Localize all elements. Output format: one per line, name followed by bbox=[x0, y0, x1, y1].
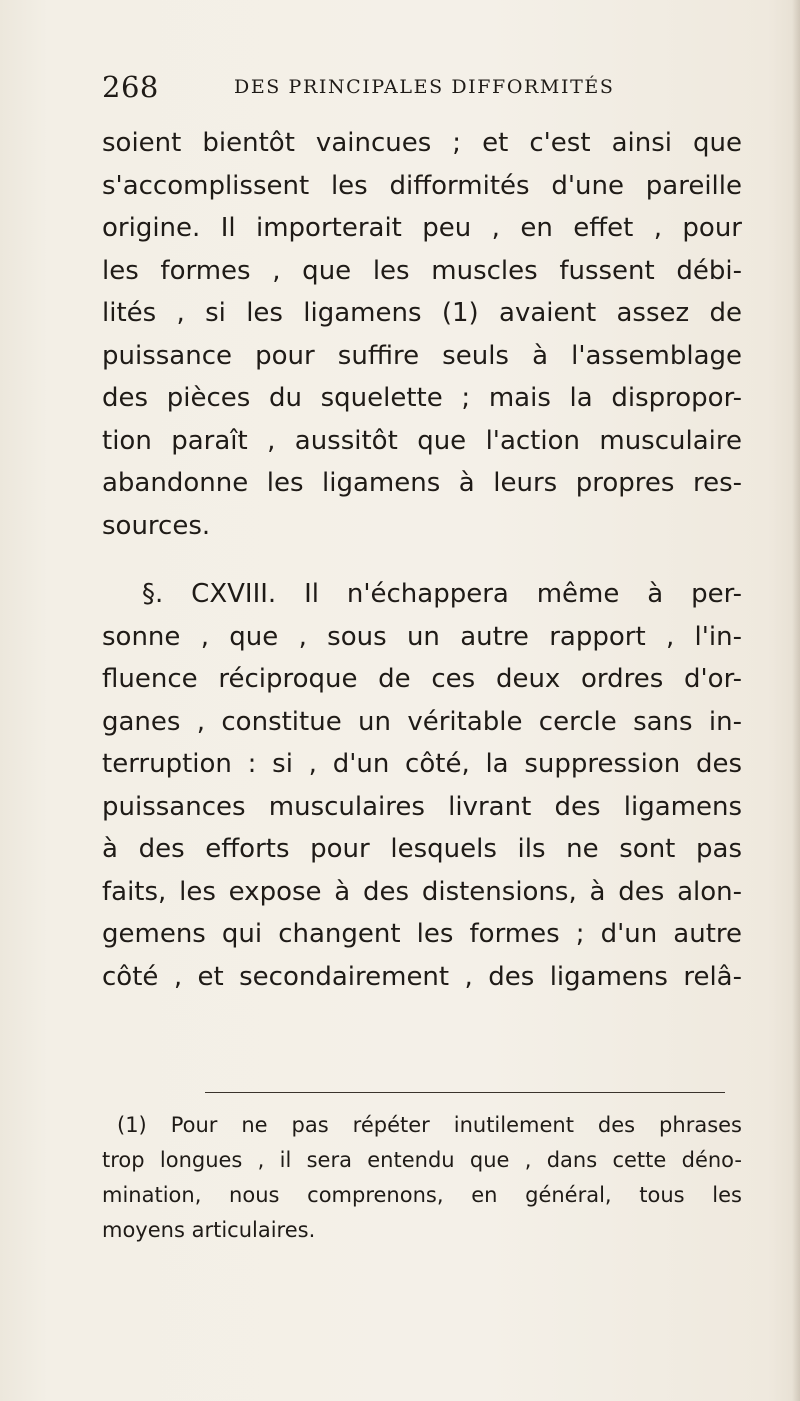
page-edge-shadow bbox=[792, 0, 800, 1401]
page-number: 268 bbox=[102, 70, 159, 104]
footnote bbox=[102, 1108, 742, 1248]
main-text bbox=[102, 122, 742, 998]
footnote-line: trop longues , il sera entendu que , dans cette déno- bbox=[102, 1148, 742, 1172]
text-line: abandonne les ligamens à leurs propres res- bbox=[102, 468, 742, 498]
text-line: s'accomplissent les difformités d'une pareille bbox=[102, 170, 742, 201]
text-line: terruption : si , d'un côté, la suppression des bbox=[102, 749, 742, 779]
footnote-line: moyens articulaires. bbox=[102, 1218, 316, 1242]
text-line: soient bientôt vaincues ; et c'est ainsi que bbox=[102, 128, 742, 158]
running-title: DES PRINCIPALES DIFFORMITÉS bbox=[234, 76, 615, 98]
footnote-separator bbox=[205, 1092, 725, 1093]
text-line: origine. Il importerait peu , en effet , pour bbox=[102, 213, 742, 243]
paragraph-gap bbox=[102, 547, 742, 573]
paragraph-1 bbox=[102, 122, 742, 547]
footnote-line: (1) Pour ne pas répéter inutilement des phrases bbox=[117, 1113, 742, 1137]
text-line: fluence réciproque de ces deux ordres d'or- bbox=[102, 664, 742, 694]
text-line: puissance pour suffire seuls à l'assemblage bbox=[102, 340, 742, 371]
text-line: les formes , que les muscles fussent débi- bbox=[102, 255, 742, 286]
text-line: sonne , que , sous un autre rapport , l'in- bbox=[102, 621, 742, 652]
text-line: tion paraît , aussitôt que l'action musculaire bbox=[102, 425, 742, 456]
section-heading-line: §. CXVIII. Il n'échappera même à per- bbox=[142, 579, 742, 609]
text-line: côté , et secondairement , des ligamens relâ- bbox=[102, 961, 742, 992]
text-line: gemens qui changent les formes ; d'un autre bbox=[102, 919, 742, 949]
text-line: puissances musculaires livrant des ligamens bbox=[102, 791, 742, 822]
running-head bbox=[102, 70, 742, 110]
footnote-line: mination, nous comprenons, en général, tous les bbox=[102, 1183, 742, 1207]
text-line: lités , si les ligamens (1) avaient assez de bbox=[102, 298, 742, 328]
text-line: ganes , constitue un véritable cercle sans in- bbox=[102, 706, 742, 737]
text-line: faits, les expose à des distensions, à des alon- bbox=[102, 876, 742, 907]
paragraph-2 bbox=[102, 573, 742, 998]
text-line: sources. bbox=[102, 510, 211, 541]
text-line: à des efforts pour lesquels ils ne sont pas bbox=[102, 834, 742, 864]
text-line: des pièces du squelette ; mais la dispropor- bbox=[102, 383, 742, 413]
